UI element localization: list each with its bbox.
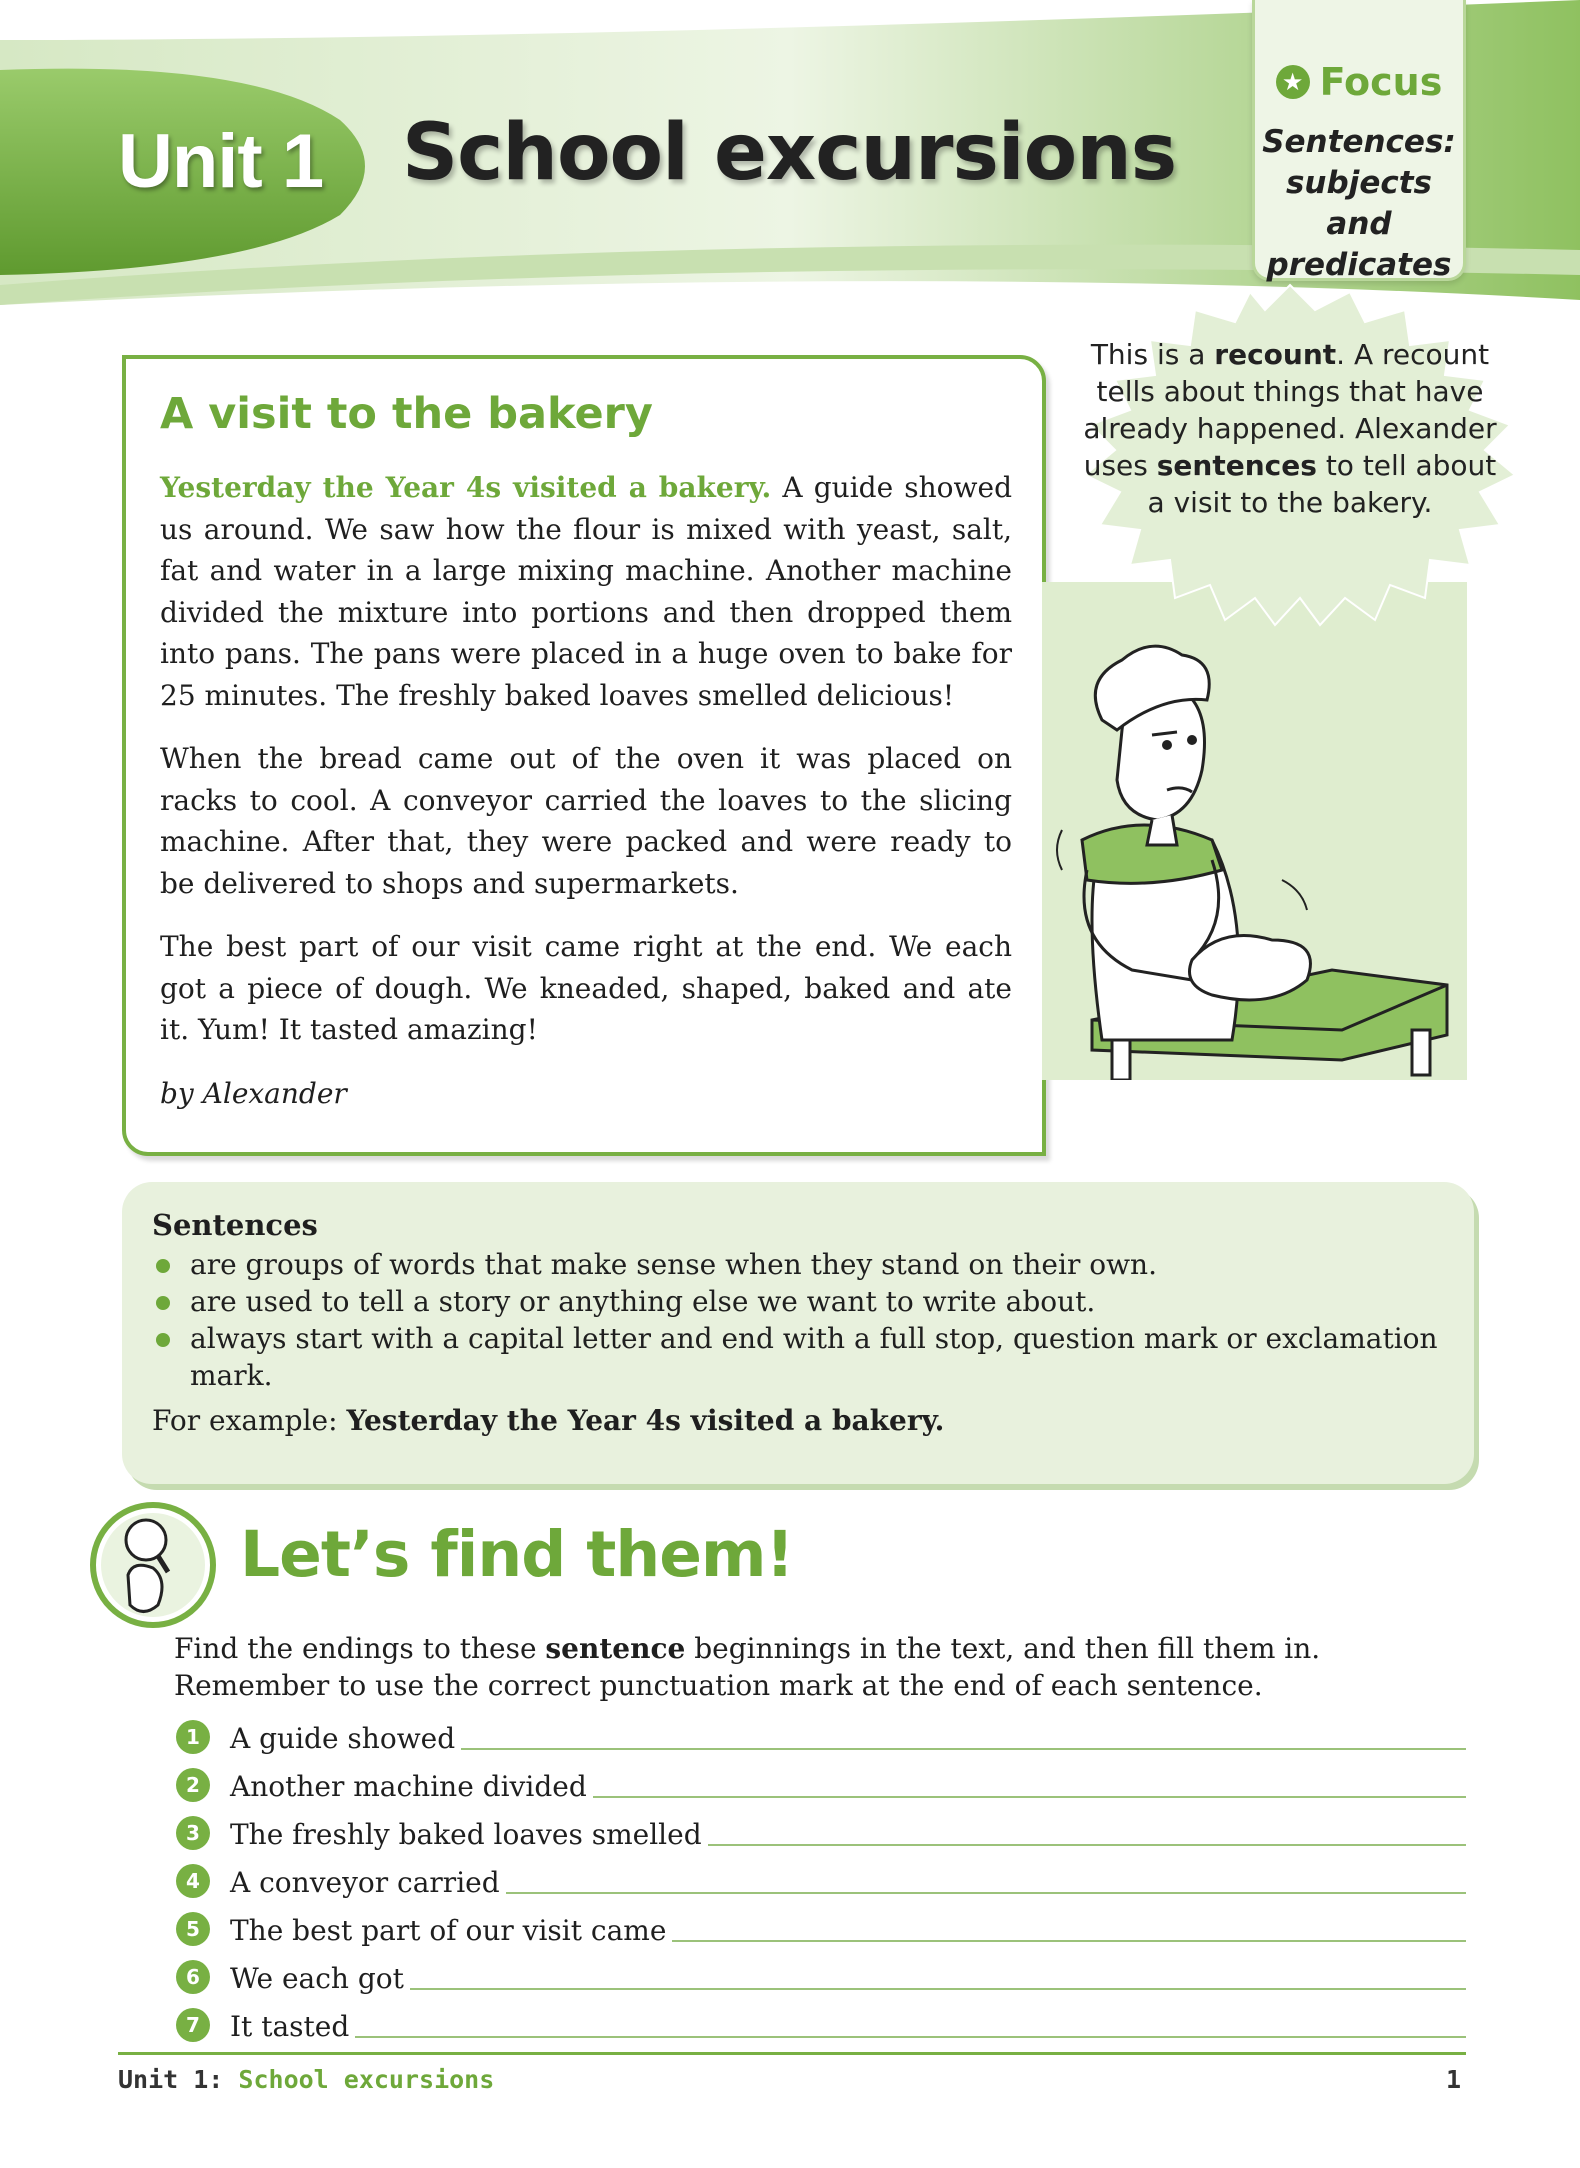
info-bullet-text: are used to tell a story or anything else we want to write about. [190,1285,1096,1318]
sentences-info-box [122,1182,1474,1484]
question-row [176,1764,1466,1804]
question-stem: The freshly baked loaves smelled [230,1818,702,1851]
answer-line[interactable] [593,1796,1466,1798]
story-title: A visit to the bakery [160,389,653,439]
activity-heading: Let’s find them! [240,1518,794,1591]
star-icon: ★ [1276,65,1310,99]
question-row [176,1860,1466,1900]
story-lead-sentence: Yesterday the Year 4s visited a bakery. [160,471,772,504]
story-paragraph-3: The best part of our visit came right at the end. We each got a piece of dough. We kneaded, shaped, baked and ate it. Yum! It tasted amazing! [160,930,1012,1046]
focus-line-2: subjects and [1285,165,1432,242]
answer-line[interactable] [672,1940,1466,1942]
bullet-icon [156,1333,170,1347]
question-number-badge: 4 [176,1864,210,1898]
question-stem: The best part of our visit came [230,1914,667,1947]
speech-part-1: This is a [1090,338,1215,371]
focus-topic [1255,122,1463,286]
speech-part-3: to tell about a visit to the bakery. [1147,449,1497,519]
speech-part-2: . A recount tells about things that have already happened. Alexander uses [1083,338,1497,482]
answer-line[interactable] [461,1748,1466,1750]
footer-unit: Unit 1: [118,2065,224,2094]
info-bullet-text: are groups of words that make sense when they stand on their own. [190,1248,1157,1281]
answer-line[interactable] [708,1844,1466,1846]
example-label: For example: [152,1404,347,1437]
footer-title: School excursions [223,2065,495,2094]
story-box [122,355,1046,1156]
question-stem: Another machine divided [230,1770,587,1803]
footer-rule [118,2052,1466,2055]
story-body [160,467,1012,1136]
unit-label: Unit 1 [118,119,324,204]
instr-part-2: beginnings in the text, and then fill them in. Remember to use the correct punctuation mark at the end of each sentence. [174,1632,1321,1702]
baker-illustration [1042,640,1467,1080]
info-bullet [152,1283,1442,1320]
info-bullet [152,1320,1442,1394]
focus-heading [1255,60,1463,104]
footer-unit-title [118,2065,494,2094]
info-bullet [152,1246,1442,1283]
focus-tab [1252,0,1466,281]
instr-part-1: Find the endings to these [174,1632,546,1665]
question-row [176,1956,1466,1996]
question-stem: It tasted [230,2010,350,2043]
activity-instructions [174,1630,1474,1704]
question-number-badge: 5 [176,1912,210,1946]
focus-label: Focus [1319,60,1443,104]
bullet-icon [156,1296,170,1310]
speech-text [1080,336,1500,521]
question-number-badge: 6 [176,1960,210,1994]
magnifier-detective-icon [88,1500,218,1630]
info-title: Sentences [152,1208,318,1242]
story-paragraph-1-rest: A guide showed us around. We saw how the flour is mixed with yeast, salt, fat and water in a large mixing machine. Another machine divided the mixture into portions and then dropped them into pans. The pans were placed in a huge oven to bake for 25 minutes. The freshly baked loaves smelled delicious! [160,471,1012,712]
question-number-badge: 1 [176,1720,210,1754]
answer-line[interactable] [355,2036,1466,2038]
question-row [176,1908,1466,1948]
info-bullet-list [152,1246,1442,1394]
info-bullet-text: always start with a capital letter and end with a full stop, question mark or exclamation mark. [190,1322,1438,1392]
question-number-badge: 7 [176,2008,210,2042]
focus-line-3: predicates [1266,247,1452,283]
story-paragraph-1 [160,467,1012,716]
bullet-icon [156,1259,170,1273]
question-stem: A conveyor carried [230,1866,500,1899]
speech-bold-recount: recount [1214,338,1337,371]
story-byline: by Alexander [160,1076,347,1110]
focus-line-1: Sentences: [1262,124,1456,160]
question-row [176,1812,1466,1852]
question-stem: A guide showed [230,1722,456,1755]
speech-bold-sentences: sentences [1156,449,1317,482]
question-stem: We each got [230,1962,404,1995]
example-text: Yesterday the Year 4s visited a bakery. [346,1404,945,1437]
question-row [176,1716,1466,1756]
instr-bold: sentence [545,1632,686,1665]
info-example [152,1404,944,1437]
question-number-badge: 3 [176,1816,210,1850]
page-title: School excursions [402,108,1177,198]
question-number-badge: 2 [176,1768,210,1802]
answer-line[interactable] [410,1988,1466,1990]
answer-line[interactable] [506,1892,1466,1894]
question-row [176,2004,1466,2044]
page-number: 1 [1446,2065,1462,2094]
story-paragraph-2: When the bread came out of the oven it was placed on racks to cool. A conveyor carried the loaves to the slicing machine. After that, they were packed and were ready to be delivered to shops and supermarkets. [160,742,1012,900]
